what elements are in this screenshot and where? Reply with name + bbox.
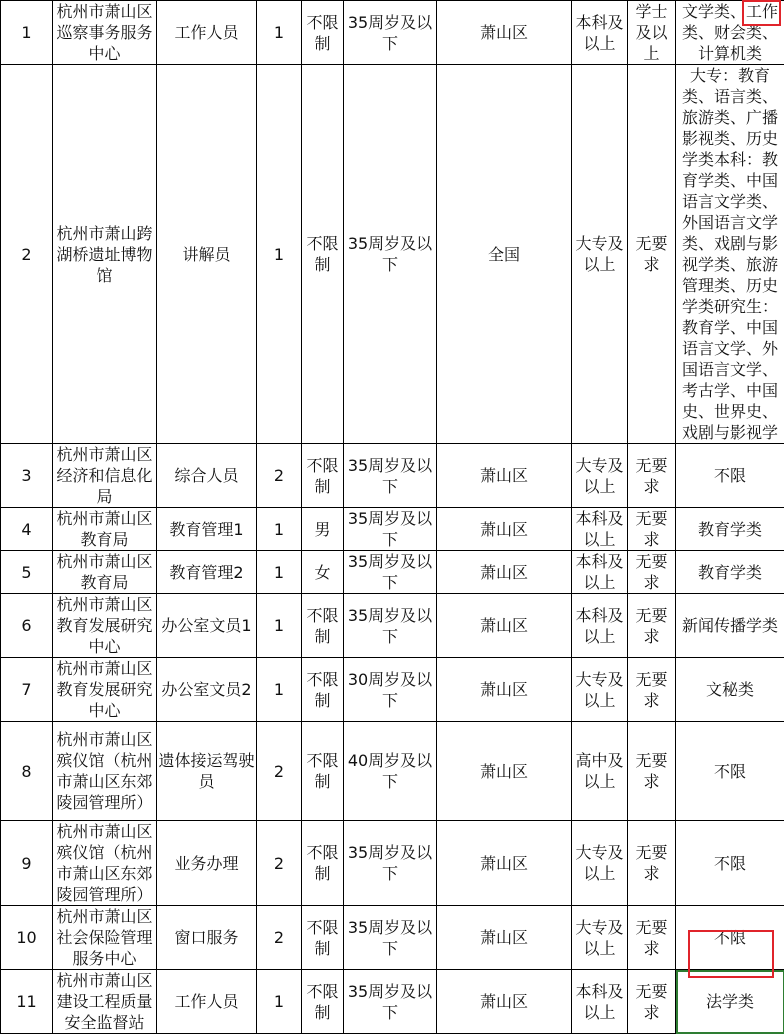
cell-gender[interactable]: 不限制 xyxy=(302,658,344,722)
cell-position[interactable]: 综合人员 xyxy=(157,444,257,508)
cell-gender[interactable]: 不限制 xyxy=(302,821,344,906)
cell-education[interactable]: 大专及以上 xyxy=(572,906,628,970)
table-row xyxy=(1,658,784,722)
cell-degree[interactable]: 无要求 xyxy=(628,970,676,1034)
cell-origin[interactable]: 萧山区 xyxy=(437,1,572,65)
cell-origin[interactable]: 萧山区 xyxy=(437,821,572,906)
cell-degree[interactable]: 无要求 xyxy=(628,65,676,444)
cell-age[interactable]: 35周岁及以下 xyxy=(344,508,437,551)
cell-degree[interactable]: 无要求 xyxy=(628,551,676,594)
cell-count[interactable]: 2 xyxy=(257,722,302,821)
cell-gender[interactable]: 不限制 xyxy=(302,444,344,508)
cell-gender[interactable]: 不限制 xyxy=(302,970,344,1034)
table-row xyxy=(1,1,784,65)
cell-gender[interactable]: 不限制 xyxy=(302,1,344,65)
table-row xyxy=(1,508,784,551)
cell-education[interactable]: 本科及以上 xyxy=(572,551,628,594)
cell-age[interactable]: 30周岁及以下 xyxy=(344,658,437,722)
cell-org[interactable]: 杭州市萧山区建设工程质量安全监督站 xyxy=(53,970,157,1034)
cell-no[interactable]: 11 xyxy=(1,970,53,1034)
cell-org[interactable]: 杭州市萧山区巡察事务服务中心 xyxy=(53,1,157,65)
cell-degree[interactable]: 学士及以上 xyxy=(628,1,676,65)
table-row xyxy=(1,821,784,906)
cell-degree[interactable]: 无要求 xyxy=(628,821,676,906)
cell-education[interactable]: 高中及以上 xyxy=(572,722,628,821)
cell-origin[interactable]: 萧山区 xyxy=(437,551,572,594)
cell-degree[interactable]: 无要求 xyxy=(628,906,676,970)
table-row xyxy=(1,65,784,444)
cell-major[interactable]: 新闻传播学类 xyxy=(676,594,784,658)
cell-major[interactable]: 不限 xyxy=(676,821,784,906)
cell-org[interactable]: 杭州市萧山区殡仪馆（杭州市萧山区东郊陵园管理所） xyxy=(53,722,157,821)
cell-count[interactable]: 2 xyxy=(257,906,302,970)
cell-age[interactable]: 35周岁及以下 xyxy=(344,444,437,508)
table-row xyxy=(1,551,784,594)
cell-education[interactable]: 本科及以上 xyxy=(572,1,628,65)
cell-gender[interactable]: 不限制 xyxy=(302,65,344,444)
cell-org[interactable]: 杭州市萧山区教育发展研究中心 xyxy=(53,594,157,658)
cell-origin[interactable]: 萧山区 xyxy=(437,444,572,508)
cell-degree[interactable]: 无要求 xyxy=(628,658,676,722)
cell-no[interactable]: 7 xyxy=(1,658,53,722)
cell-no[interactable]: 2 xyxy=(1,65,53,444)
cell-no[interactable]: 4 xyxy=(1,508,53,551)
cell-position[interactable]: 工作人员 xyxy=(157,970,257,1034)
cell-no[interactable]: 8 xyxy=(1,722,53,821)
cell-education[interactable]: 本科及以上 xyxy=(572,594,628,658)
cell-major[interactable]: 教育学类 xyxy=(676,551,784,594)
cell-age[interactable]: 35周岁及以下 xyxy=(344,551,437,594)
cell-origin[interactable]: 萧山区 xyxy=(437,970,572,1034)
cell-count[interactable]: 1 xyxy=(257,594,302,658)
cell-major[interactable]: 不限 xyxy=(676,722,784,821)
cell-education[interactable]: 大专及以上 xyxy=(572,821,628,906)
cell-origin[interactable]: 萧山区 xyxy=(437,658,572,722)
cell-no[interactable]: 10 xyxy=(1,906,53,970)
cell-org[interactable]: 杭州市萧山区教育局 xyxy=(53,551,157,594)
cell-major[interactable]: 文学类、工作类、财会类、计算机类 xyxy=(676,1,784,65)
cell-gender[interactable]: 不限制 xyxy=(302,906,344,970)
cell-position[interactable]: 办公室文员1 xyxy=(157,594,257,658)
cell-org[interactable]: 杭州市萧山区教育局 xyxy=(53,508,157,551)
cell-major-selected[interactable]: 法学类 xyxy=(676,970,784,1034)
cell-degree[interactable]: 无要求 xyxy=(628,444,676,508)
cell-age[interactable]: 35周岁及以下 xyxy=(344,906,437,970)
cell-org[interactable]: 杭州市萧山区教育发展研究中心 xyxy=(53,658,157,722)
cell-gender[interactable]: 女 xyxy=(302,551,344,594)
cell-count[interactable]: 1 xyxy=(257,658,302,722)
cell-position[interactable]: 教育管理1 xyxy=(157,508,257,551)
cell-count[interactable]: 1 xyxy=(257,508,302,551)
cell-count[interactable]: 1 xyxy=(257,551,302,594)
cell-education[interactable]: 大专及以上 xyxy=(572,444,628,508)
cell-gender[interactable]: 不限制 xyxy=(302,594,344,658)
cell-age[interactable]: 35周岁及以下 xyxy=(344,65,437,444)
cell-no[interactable]: 6 xyxy=(1,594,53,658)
cell-age[interactable]: 35周岁及以下 xyxy=(344,594,437,658)
cell-origin[interactable]: 萧山区 xyxy=(437,722,572,821)
cell-age[interactable]: 35周岁及以下 xyxy=(344,970,437,1034)
cell-age[interactable]: 40周岁及以下 xyxy=(344,722,437,821)
table-row xyxy=(1,444,784,508)
cell-origin[interactable]: 萧山区 xyxy=(437,508,572,551)
cell-age[interactable]: 35周岁及以下 xyxy=(344,1,437,65)
cell-major[interactable]: 教育学类 xyxy=(676,508,784,551)
cell-count[interactable]: 1 xyxy=(257,1,302,65)
cell-gender[interactable]: 不限制 xyxy=(302,722,344,821)
cell-position[interactable]: 遗体接运驾驶员 xyxy=(157,722,257,821)
cell-major[interactable]: 不限 xyxy=(676,906,784,970)
cell-org[interactable]: 杭州市萧山跨湖桥遗址博物馆 xyxy=(53,65,157,444)
cell-no[interactable]: 5 xyxy=(1,551,53,594)
cell-education[interactable]: 本科及以上 xyxy=(572,508,628,551)
cell-org[interactable]: 杭州市萧山区殡仪馆（杭州市萧山区东郊陵园管理所） xyxy=(53,821,157,906)
table-row xyxy=(1,594,784,658)
cell-position[interactable]: 办公室文员2 xyxy=(157,658,257,722)
cell-degree[interactable]: 无要求 xyxy=(628,508,676,551)
cell-count[interactable]: 2 xyxy=(257,821,302,906)
cell-org[interactable]: 杭州市萧山区经济和信息化局 xyxy=(53,444,157,508)
cell-count[interactable]: 2 xyxy=(257,444,302,508)
cell-count[interactable]: 1 xyxy=(257,65,302,444)
cell-position[interactable]: 工作人员 xyxy=(157,1,257,65)
cell-major[interactable]: 文秘类 xyxy=(676,658,784,722)
cell-education[interactable]: 本科及以上 xyxy=(572,970,628,1034)
cell-education[interactable]: 大专及以上 xyxy=(572,65,628,444)
table-row xyxy=(1,906,784,970)
cell-position[interactable]: 窗口服务 xyxy=(157,906,257,970)
table-row xyxy=(1,722,784,821)
cell-degree[interactable]: 无要求 xyxy=(628,722,676,821)
cell-degree[interactable]: 无要求 xyxy=(628,594,676,658)
cell-position[interactable]: 业务办理 xyxy=(157,821,257,906)
cell-position[interactable]: 教育管理2 xyxy=(157,551,257,594)
cell-age[interactable]: 35周岁及以下 xyxy=(344,821,437,906)
cell-org[interactable]: 杭州市萧山区社会保险管理服务中心 xyxy=(53,906,157,970)
cell-count[interactable]: 1 xyxy=(257,970,302,1034)
cell-gender[interactable]: 男 xyxy=(302,508,344,551)
cell-no[interactable]: 9 xyxy=(1,821,53,906)
cell-origin[interactable]: 萧山区 xyxy=(437,906,572,970)
cell-origin[interactable]: 萧山区 xyxy=(437,594,572,658)
cell-major[interactable]: 大专：教育类、语言类、旅游类、广播影视类、历史学类本科：教育学类、中国语言文学类、外国语言文学类、戏剧与影视学类、旅游管理类、历史学类研究生：教育学、中国语言文学、外国语言文学、考古学、中国史、世界史、戏剧与影视学 xyxy=(676,65,784,444)
table-row xyxy=(1,970,784,1034)
cell-no[interactable]: 1 xyxy=(1,1,53,65)
cell-origin[interactable]: 全国 xyxy=(437,65,572,444)
cell-major[interactable]: 不限 xyxy=(676,444,784,508)
cell-no[interactable]: 3 xyxy=(1,444,53,508)
cell-education[interactable]: 大专及以上 xyxy=(572,658,628,722)
cell-position[interactable]: 讲解员 xyxy=(157,65,257,444)
